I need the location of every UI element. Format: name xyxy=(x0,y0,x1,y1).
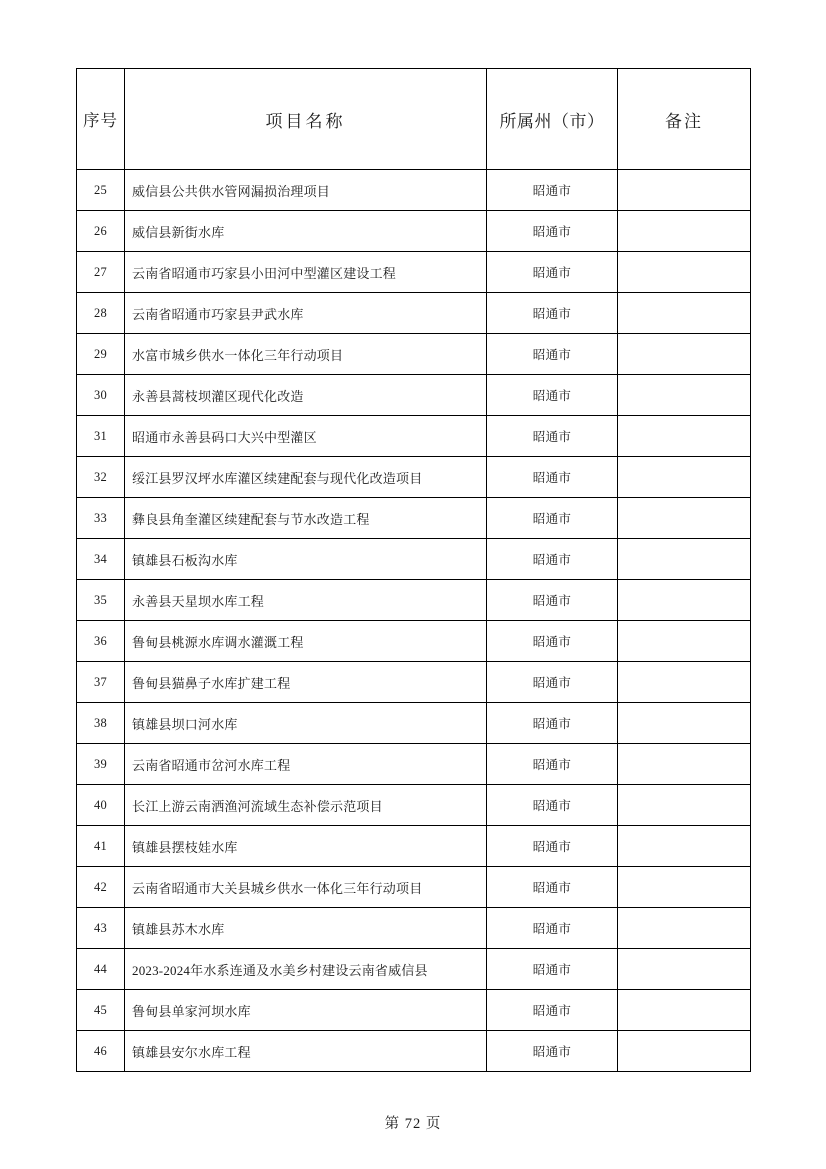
cell-index: 45 xyxy=(77,990,125,1031)
table-row xyxy=(77,580,751,621)
cell-project-name: 彝良县角奎灌区续建配套与节水改造工程 xyxy=(125,498,487,539)
cell-index: 30 xyxy=(77,375,125,416)
cell-note xyxy=(618,580,751,621)
cell-project-name: 水富市城乡供水一体化三年行动项目 xyxy=(125,334,487,375)
table-row xyxy=(77,293,751,334)
cell-project-name: 威信县新街水库 xyxy=(125,211,487,252)
table-row xyxy=(77,170,751,211)
table-row xyxy=(77,621,751,662)
table-row xyxy=(77,662,751,703)
table-row xyxy=(77,416,751,457)
cell-index: 33 xyxy=(77,498,125,539)
cell-project-name: 云南省昭通市大关县城乡供水一体化三年行动项目 xyxy=(125,867,487,908)
column-header-note: 备注 xyxy=(618,69,751,170)
table-row xyxy=(77,1031,751,1072)
cell-index: 34 xyxy=(77,539,125,580)
cell-region: 昭通市 xyxy=(487,252,618,293)
cell-project-name: 鲁甸县单家河坝水库 xyxy=(125,990,487,1031)
cell-region: 昭通市 xyxy=(487,908,618,949)
cell-region: 昭通市 xyxy=(487,334,618,375)
cell-note xyxy=(618,170,751,211)
cell-index: 25 xyxy=(77,170,125,211)
cell-project-name: 威信县公共供水管网漏损治理项目 xyxy=(125,170,487,211)
cell-region: 昭通市 xyxy=(487,826,618,867)
cell-region: 昭通市 xyxy=(487,621,618,662)
cell-project-name: 绥江县罗汉坪水库灌区续建配套与现代化改造项目 xyxy=(125,457,487,498)
cell-region: 昭通市 xyxy=(487,744,618,785)
cell-note xyxy=(618,539,751,580)
cell-region: 昭通市 xyxy=(487,170,618,211)
cell-note xyxy=(618,908,751,949)
cell-note xyxy=(618,252,751,293)
cell-region: 昭通市 xyxy=(487,990,618,1031)
cell-region: 昭通市 xyxy=(487,580,618,621)
cell-region: 昭通市 xyxy=(487,498,618,539)
project-table xyxy=(76,68,751,1072)
table-row xyxy=(77,375,751,416)
cell-index: 39 xyxy=(77,744,125,785)
cell-region: 昭通市 xyxy=(487,785,618,826)
cell-project-name: 2023-2024年水系连通及水美乡村建设云南省威信县 xyxy=(125,949,487,990)
table-header xyxy=(77,69,751,170)
cell-project-name: 永善县天星坝水库工程 xyxy=(125,580,487,621)
table-row xyxy=(77,990,751,1031)
cell-index: 46 xyxy=(77,1031,125,1072)
table-row xyxy=(77,744,751,785)
table-row xyxy=(77,785,751,826)
cell-note xyxy=(618,744,751,785)
cell-region: 昭通市 xyxy=(487,457,618,498)
table-row xyxy=(77,457,751,498)
cell-region: 昭通市 xyxy=(487,867,618,908)
column-header-region: 所属州（市） xyxy=(487,69,618,170)
cell-note xyxy=(618,457,751,498)
cell-project-name: 云南省昭通市巧家县尹武水库 xyxy=(125,293,487,334)
cell-project-name: 镇雄县苏木水库 xyxy=(125,908,487,949)
cell-index: 41 xyxy=(77,826,125,867)
cell-note xyxy=(618,785,751,826)
cell-index: 42 xyxy=(77,867,125,908)
cell-note xyxy=(618,826,751,867)
cell-index: 37 xyxy=(77,662,125,703)
cell-note xyxy=(618,867,751,908)
column-header-index: 序号 xyxy=(77,69,125,170)
cell-region: 昭通市 xyxy=(487,293,618,334)
cell-project-name: 云南省昭通市巧家县小田河中型灌区建设工程 xyxy=(125,252,487,293)
cell-index: 32 xyxy=(77,457,125,498)
cell-note xyxy=(618,211,751,252)
cell-note xyxy=(618,498,751,539)
cell-index: 29 xyxy=(77,334,125,375)
cell-note xyxy=(618,990,751,1031)
cell-region: 昭通市 xyxy=(487,416,618,457)
table-row xyxy=(77,867,751,908)
cell-project-name: 长江上游云南洒渔河流域生态补偿示范项目 xyxy=(125,785,487,826)
table-row xyxy=(77,908,751,949)
cell-project-name: 镇雄县坝口河水库 xyxy=(125,703,487,744)
cell-note xyxy=(618,293,751,334)
cell-region: 昭通市 xyxy=(487,662,618,703)
table-row xyxy=(77,498,751,539)
cell-index: 28 xyxy=(77,293,125,334)
cell-note xyxy=(618,621,751,662)
cell-index: 27 xyxy=(77,252,125,293)
table-row xyxy=(77,949,751,990)
cell-note xyxy=(618,662,751,703)
cell-region: 昭通市 xyxy=(487,539,618,580)
cell-project-name: 昭通市永善县码口大兴中型灌区 xyxy=(125,416,487,457)
table-row xyxy=(77,703,751,744)
cell-project-name: 云南省昭通市岔河水库工程 xyxy=(125,744,487,785)
cell-note xyxy=(618,1031,751,1072)
cell-index: 44 xyxy=(77,949,125,990)
column-header-project-name: 项目名称 xyxy=(125,69,487,170)
cell-project-name: 镇雄县安尔水库工程 xyxy=(125,1031,487,1072)
table-row xyxy=(77,211,751,252)
cell-index: 31 xyxy=(77,416,125,457)
cell-note xyxy=(618,949,751,990)
cell-index: 43 xyxy=(77,908,125,949)
table-row xyxy=(77,334,751,375)
cell-project-name: 鲁甸县猫鼻子水库扩建工程 xyxy=(125,662,487,703)
cell-note xyxy=(618,416,751,457)
cell-project-name: 永善县蒿枝坝灌区现代化改造 xyxy=(125,375,487,416)
cell-index: 40 xyxy=(77,785,125,826)
table-header-row xyxy=(77,69,751,170)
cell-region: 昭通市 xyxy=(487,949,618,990)
project-table-container xyxy=(76,68,750,1072)
cell-region: 昭通市 xyxy=(487,703,618,744)
cell-index: 38 xyxy=(77,703,125,744)
cell-project-name: 镇雄县石板沟水库 xyxy=(125,539,487,580)
cell-note xyxy=(618,334,751,375)
cell-index: 36 xyxy=(77,621,125,662)
page-footer: 第 72 页 xyxy=(384,1116,442,1132)
table-row xyxy=(77,539,751,580)
table-body xyxy=(77,170,751,1072)
table-row xyxy=(77,252,751,293)
table-row xyxy=(77,826,751,867)
cell-index: 26 xyxy=(77,211,125,252)
cell-project-name: 镇雄县摆枝娃水库 xyxy=(125,826,487,867)
cell-region: 昭通市 xyxy=(487,211,618,252)
cell-note xyxy=(618,375,751,416)
cell-index: 35 xyxy=(77,580,125,621)
cell-region: 昭通市 xyxy=(487,1031,618,1072)
cell-project-name: 鲁甸县桃源水库调水灌溉工程 xyxy=(125,621,487,662)
cell-note xyxy=(618,703,751,744)
cell-region: 昭通市 xyxy=(487,375,618,416)
